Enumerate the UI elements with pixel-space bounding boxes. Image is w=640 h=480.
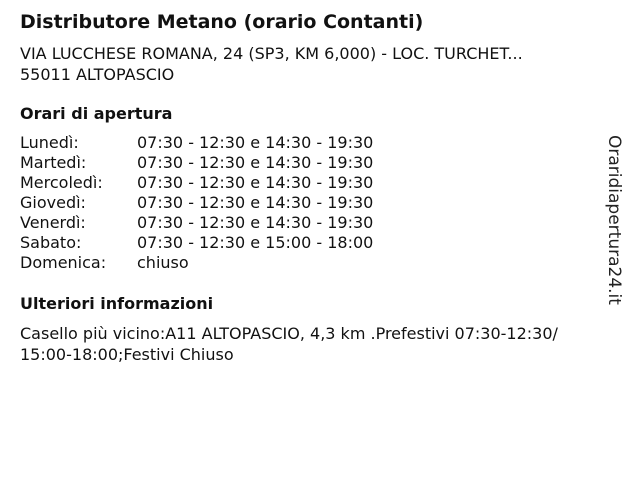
additional-info-text xyxy=(20,323,625,365)
hours-row-friday xyxy=(20,213,373,233)
day-label: Mercoledì: xyxy=(20,173,103,192)
day-label: Sabato: xyxy=(20,233,82,252)
day-label: Domenica: xyxy=(20,253,107,272)
day-label: Lunedì: xyxy=(20,133,79,152)
hours-row-wednesday xyxy=(20,173,373,193)
time-value: chiuso xyxy=(137,253,189,272)
address-city: 55011 ALTOPASCIO xyxy=(20,65,175,84)
hours-row-sunday xyxy=(20,253,373,273)
time-value: 07:30 - 12:30 e 14:30 - 19:30 xyxy=(137,133,374,152)
time-value: 07:30 - 12:30 e 15:00 - 18:00 xyxy=(137,233,374,252)
day-label: Giovedì: xyxy=(20,193,86,212)
time-value: 07:30 - 12:30 e 14:30 - 19:30 xyxy=(137,153,374,172)
additional-info-heading: Ulteriori informazioni xyxy=(20,294,214,313)
hours-row-saturday xyxy=(20,233,373,253)
day-label: Venerdì: xyxy=(20,213,86,232)
opening-hours-list xyxy=(20,133,373,273)
address-street: VIA LUCCHESE ROMANA, 24 (SP3, KM 6,000) - LOC. TURCHET... xyxy=(20,44,523,63)
page-title: Distributore Metano (orario Contanti) xyxy=(20,11,424,33)
time-value: 07:30 - 12:30 e 14:30 - 19:30 xyxy=(137,173,374,192)
hours-row-monday xyxy=(20,133,373,153)
info-line: Casello più vicino:A11 ALTOPASCIO, 4,3 km .Prefestivi 07:30-12:30/ xyxy=(20,324,558,343)
hours-row-tuesday xyxy=(20,153,373,173)
hours-row-thursday xyxy=(20,193,373,213)
address-block xyxy=(20,43,523,85)
day-label: Martedì: xyxy=(20,153,87,172)
time-value: 07:30 - 12:30 e 14:30 - 19:30 xyxy=(137,213,374,232)
brand-watermark: Oraridiapertura24.it xyxy=(604,135,624,305)
opening-hours-heading: Orari di apertura xyxy=(20,104,173,123)
info-line: 15:00-18:00;Festivi Chiuso xyxy=(20,345,234,364)
time-value: 07:30 - 12:30 e 14:30 - 19:30 xyxy=(137,193,374,212)
